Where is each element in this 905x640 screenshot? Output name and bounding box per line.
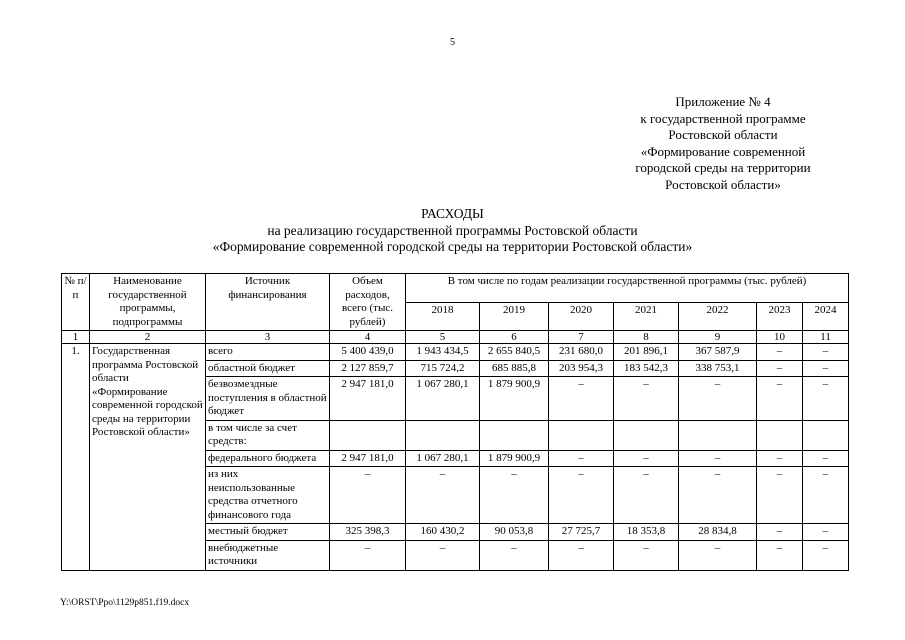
file-path-footer: Y:\ORST\Ppo\1129p851.f19.docx [60,598,190,608]
funding-source: из них неиспользованные средства отчетного финансового года [206,467,330,524]
header-year: 2022 [679,302,757,331]
program-name: Государственная программа Ростовской области «Формирование современной городской среды на территории Ростовской области» [90,344,206,571]
header-year: 2021 [614,302,679,331]
year-value: 1 879 900,9 [480,450,549,467]
column-index: 1 [62,331,90,344]
year-value: 183 542,3 [614,360,679,377]
year-value: – [803,467,849,524]
year-value: – [614,450,679,467]
column-index: 3 [206,331,330,344]
column-index: 5 [406,331,480,344]
year-value [549,420,614,450]
year-value: 1 067 280,1 [406,377,480,421]
year-value: 203 954,3 [549,360,614,377]
year-value: – [549,450,614,467]
total-value: 5 400 439,0 [330,344,406,361]
year-value: – [679,450,757,467]
column-index-row [62,331,849,344]
year-value: – [549,377,614,421]
title-line: на реализацию государственной программы Ростовской области [267,222,638,238]
year-value: – [803,377,849,421]
year-value: – [679,540,757,570]
appendix-header [603,94,843,193]
year-value: – [757,344,803,361]
header-years-group: В том числе по годам реализации государственной программы (тыс. рублей) [406,274,849,303]
year-value: – [757,360,803,377]
total-value: – [330,540,406,570]
header-total: Объем расходов, всего (тыс. рублей) [330,274,406,331]
total-value: 2 127 859,7 [330,360,406,377]
funding-source: всего [206,344,330,361]
total-value [330,420,406,450]
year-value: – [614,540,679,570]
header-name: Наименование государственной программы, подпрограммы [90,274,206,331]
column-index: 6 [480,331,549,344]
year-value: – [803,540,849,570]
year-value: 2 655 840,5 [480,344,549,361]
title-line: «Формирование современной городской среды на территории Ростовской области» [212,239,693,254]
year-value [679,420,757,450]
year-value: – [549,467,614,524]
year-value: 338 753,1 [679,360,757,377]
header-year: 2024 [803,302,849,331]
header-num: № п/п [62,274,90,331]
year-value: – [803,360,849,377]
year-value [757,420,803,450]
year-value [406,420,480,450]
column-index: 4 [330,331,406,344]
expenses-table [61,273,849,571]
total-value: 2 947 181,0 [330,377,406,421]
header-row [62,274,849,303]
funding-source: федерального бюджета [206,450,330,467]
year-value: – [679,377,757,421]
header-source: Источник финансирования [206,274,330,331]
year-value: 90 053,8 [480,524,549,541]
year-value: – [803,344,849,361]
year-value: – [480,540,549,570]
header-year: 2019 [480,302,549,331]
title-line: РАСХОДЫ [421,206,484,221]
year-value: 201 896,1 [614,344,679,361]
year-value: – [480,467,549,524]
appendix-line: «Формирование современной [640,143,806,159]
funding-source: в том числе за счет средств: [206,420,330,450]
year-value: – [679,467,757,524]
year-value: – [614,467,679,524]
page-number: 5 [450,37,455,48]
year-value: – [549,540,614,570]
column-index: 2 [90,331,206,344]
appendix-line: Ростовской области [668,127,778,142]
year-value [803,420,849,450]
total-value: 2 947 181,0 [330,450,406,467]
appendix-line: Ростовской области» [665,176,781,192]
year-value: – [757,450,803,467]
appendix-line: Приложение № 4 [675,94,771,109]
year-value: 27 725,7 [549,524,614,541]
year-value [480,420,549,450]
year-value: – [757,467,803,524]
total-value: – [330,467,406,524]
document-title [0,206,905,256]
year-value: – [803,524,849,541]
year-value: 18 353,8 [614,524,679,541]
year-value: 1 943 434,5 [406,344,480,361]
year-value: 28 834,8 [679,524,757,541]
year-value: – [406,467,480,524]
year-value: 367 587,9 [679,344,757,361]
total-value: 325 398,3 [330,524,406,541]
year-value: 231 680,0 [549,344,614,361]
column-index: 7 [549,331,614,344]
year-value [614,420,679,450]
column-index: 9 [679,331,757,344]
year-value: 1 067 280,1 [406,450,480,467]
year-value: – [614,377,679,421]
header-year: 2018 [406,302,480,331]
year-value: – [406,540,480,570]
table-row [62,344,849,361]
row-number: 1. [62,344,90,571]
year-value: 1 879 900,9 [480,377,549,421]
year-value: 715 724,2 [406,360,480,377]
column-index: 11 [803,331,849,344]
funding-source: областной бюджет [206,360,330,377]
year-value: 685 885,8 [480,360,549,377]
funding-source: местный бюджет [206,524,330,541]
header-year: 2023 [757,302,803,331]
funding-source: безвозмездные поступления в областной бюджет [206,377,330,421]
year-value: – [757,524,803,541]
year-value: – [757,377,803,421]
column-index: 8 [614,331,679,344]
header-year: 2020 [549,302,614,331]
appendix-line: к государственной программе [640,110,806,126]
year-value: 160 430,2 [406,524,480,541]
column-index: 10 [757,331,803,344]
year-value: – [803,450,849,467]
year-value: – [757,540,803,570]
funding-source: внебюджетные источники [206,540,330,570]
appendix-line: городской среды на территории [635,160,811,175]
